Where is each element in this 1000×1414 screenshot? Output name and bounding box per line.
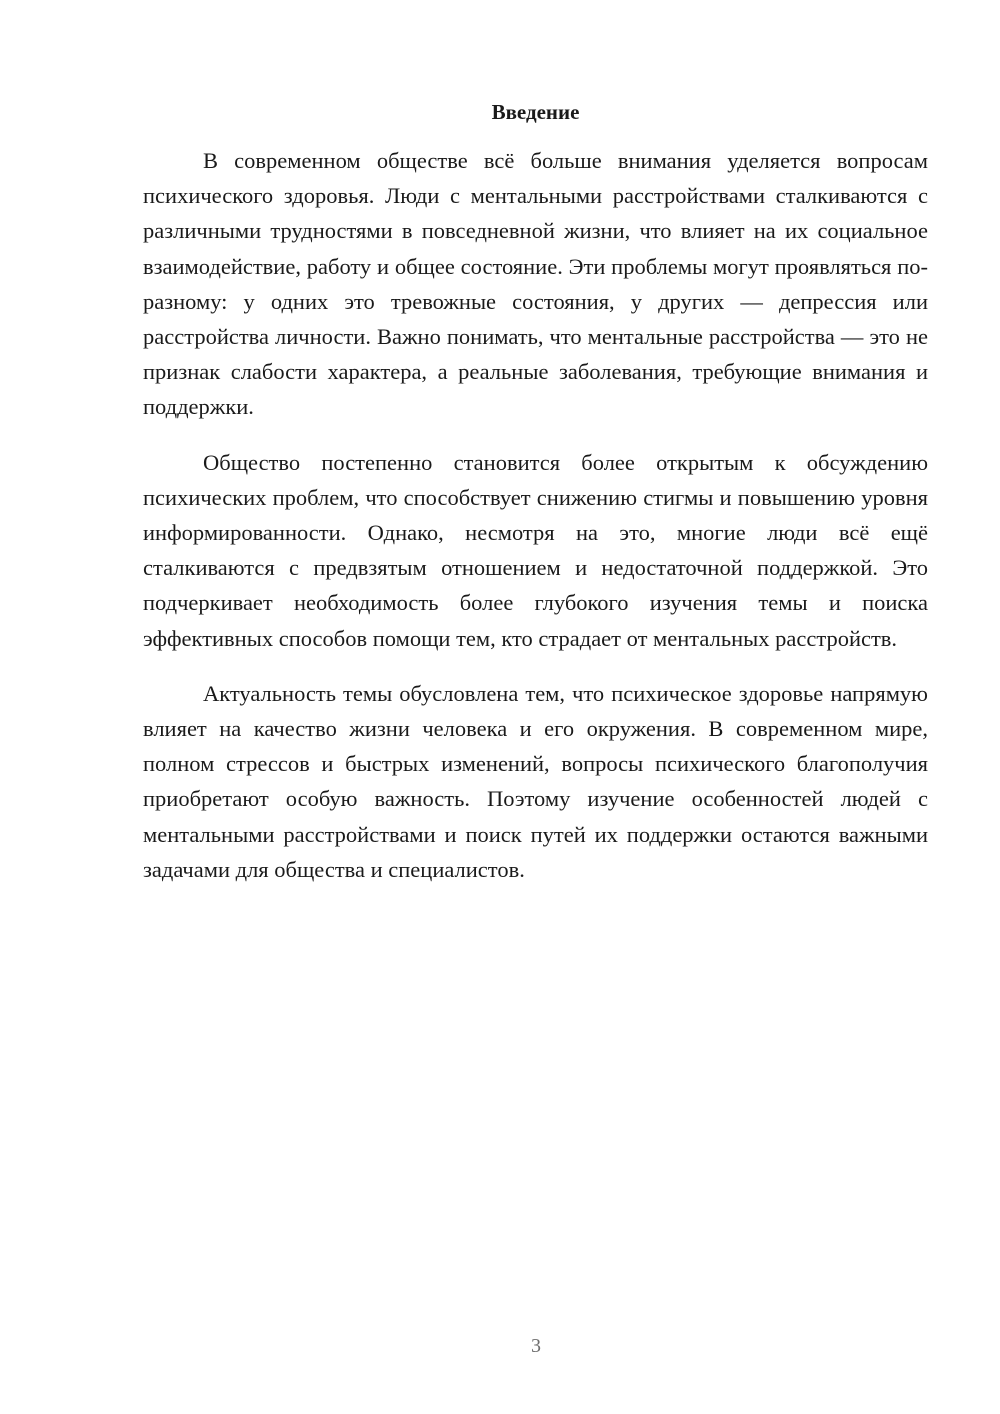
paragraph-2: Общество постепенно становится более открытым к обсуждению психических проблем, что способствует снижению стигмы и повышению уровня информированности. Однако, несмотря на это, многие люди всё ещё сталкиваются с предвзятым отношением и недостаточной поддержкой. Это подчеркивает необходимость более глубокого изучения темы и поиска эффективных способов помощи тем, кто страдает от ментальных расстройств. <box>143 449 928 651</box>
paragraph-3: Актуальность темы обусловлена тем, что психическое здоровье напрямую влияет на качество жизни человека и его окружения. В современном мире, полном стрессов и быстрых изменений, вопросы психического благополучия приобретают особую важность. Поэтому изучение особенностей людей с ментальными расстройствами и поиск путей их поддержки остаются важными задачами для общества и специалистов. <box>143 680 928 882</box>
section-title: Введение <box>491 100 580 124</box>
body-text <box>143 143 928 907</box>
page-number: 3 <box>531 1335 541 1357</box>
paragraph-1: В современном обществе всё больше внимания уделяется вопросам психического здоровья. Люди с ментальными расстройствами сталкиваются с различными трудностями в повседневной жизни, что влияет на их социальное взаимодействие, работу и общее состояние. Эти проблемы могут проявляться по-разному: у одних это тревожные состояния, у других — депрессия или расстройства личности. Важно понимать, что ментальные расстройства — это не признак слабости характера, а реальные заболевания, требующие внимания и поддержки. <box>143 148 928 420</box>
